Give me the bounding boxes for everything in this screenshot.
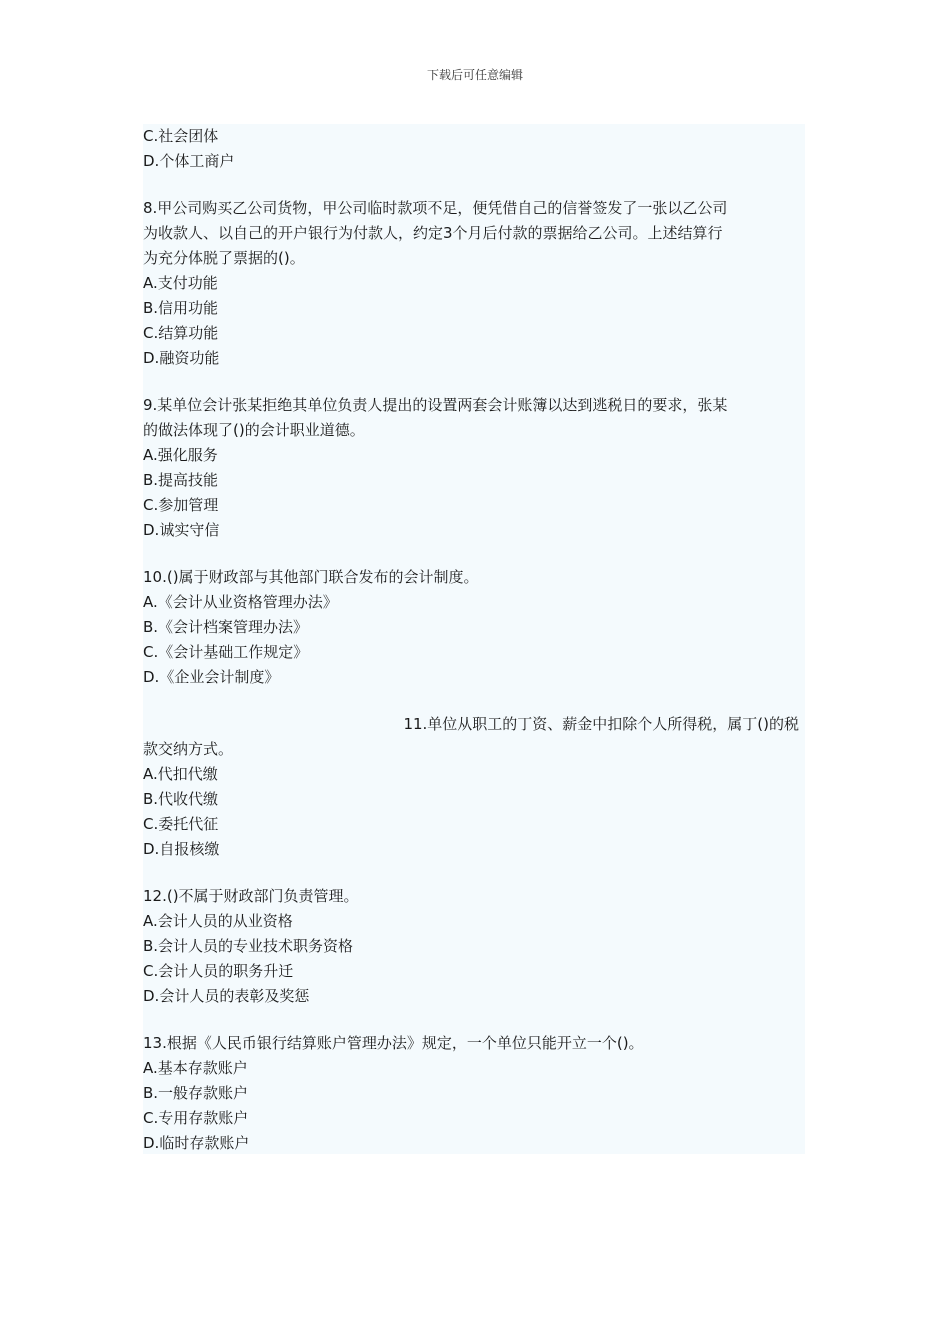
answer-option: B.会计人员的专业技术职务资格 <box>143 937 354 955</box>
page-header: 下载后可任意编辑 <box>426 68 523 82</box>
question-line: 8.甲公司购买乙公司货物，甲公司临时款项不足，便凭借自己的信誉签发了一张以乙公司 <box>143 199 728 217</box>
answer-option: D.自报核缴 <box>143 840 220 858</box>
question-line: 13.根据《人民币银行结算账户管理办法》规定，一个单位只能开立一个()。 <box>143 1034 644 1052</box>
answer-option: B.《会计档案管理办法》 <box>143 618 309 636</box>
question-block <box>143 196 805 371</box>
answer-option: D.诚实守信 <box>143 521 220 539</box>
question-line: 11.单位从职工的丁资、薪金中扣除个人所得税，属丁()的税 <box>403 715 799 733</box>
answer-option: D.临时存款账户 <box>143 1134 250 1152</box>
answer-option: C.会计人员的职务升迁 <box>143 962 294 980</box>
answer-option: A.《会计从业资格管理办法》 <box>143 593 338 611</box>
answer-option: D.《企业会计制度》 <box>143 668 280 686</box>
answer-option: B.代收代缴 <box>143 790 219 808</box>
answer-option: B.信用功能 <box>143 299 219 317</box>
block-gap <box>143 862 805 884</box>
question-line: 12.()不属于财政部门负责管理。 <box>143 887 359 905</box>
answer-option: C.专用存款账户 <box>143 1109 249 1127</box>
answer-option: A.支付功能 <box>143 274 218 292</box>
block-gap <box>143 1009 805 1031</box>
question-line: 10.()属于财政部与其他部门联合发布的会计制度。 <box>143 568 479 586</box>
question-line: 款交纳方式。 <box>143 740 234 758</box>
answer-option: D.会计人员的表彰及奖惩 <box>143 987 310 1005</box>
block-gap <box>143 543 805 565</box>
answer-option: C.参加管理 <box>143 496 219 514</box>
block-gap <box>143 690 805 712</box>
question-line: 为收款人、以自己的开户银行为付款人，约定3个月后付款的票据给乙公司。上述结算行 <box>143 224 723 242</box>
answer-option: A.强化服务 <box>143 446 218 464</box>
question-line: 9.某单位会计张某拒绝其单位负责人提出的设置两套会计账簿以达到逃税日的要求，张某 <box>143 396 728 414</box>
document-content <box>143 124 805 1154</box>
answer-option: B.一般存款账户 <box>143 1084 249 1102</box>
answer-option: A.代扣代缴 <box>143 765 218 783</box>
answer-option: B.提高技能 <box>143 471 219 489</box>
question-line: 的做法体现了()的会计职业道德。 <box>143 421 365 439</box>
question-block <box>143 124 805 174</box>
block-gap <box>143 371 805 393</box>
question-block <box>143 565 805 690</box>
answer-option: C.社会团体 <box>143 127 219 145</box>
question-block <box>143 884 805 1009</box>
answer-option: A.基本存款账户 <box>143 1059 248 1077</box>
answer-option: A.会计人员的从业资格 <box>143 912 293 930</box>
answer-option: D.个体工商户 <box>143 152 235 170</box>
answer-option: D.融资功能 <box>143 349 220 367</box>
question-block <box>143 712 805 862</box>
answer-option: C.《会计基础工作规定》 <box>143 643 309 661</box>
answer-option: C.结算功能 <box>143 324 219 342</box>
question-line: 为充分体脱了票据的()。 <box>143 249 305 267</box>
question-block <box>143 1031 805 1156</box>
question-block <box>143 393 805 543</box>
answer-option: C.委托代征 <box>143 815 219 833</box>
block-gap <box>143 174 805 196</box>
